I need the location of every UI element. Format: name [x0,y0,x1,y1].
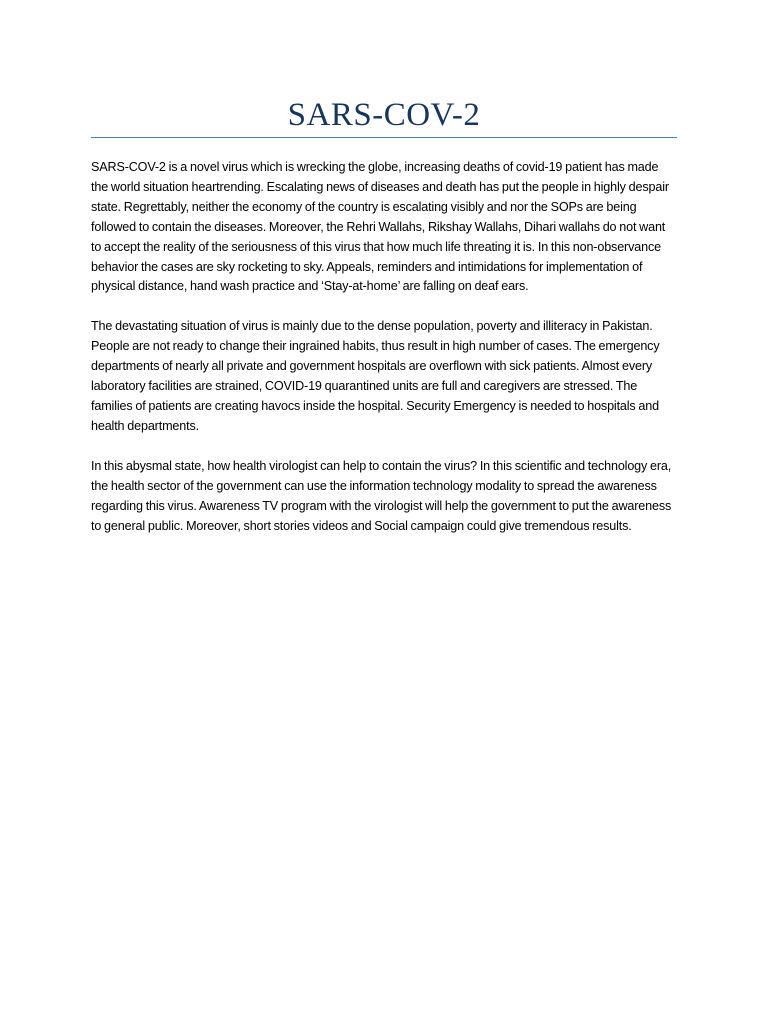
paragraph-2: The devastating situation of virus is mainly due to the dense population, poverty and illiteracy in Pakistan. People are not ready to change their ingrained habits, thus result in high number of cases. The emergency departments of nearly all private and government hospitals are overflown with sick patients. Almost every laboratory facilities are strained, COVID-19 quarantined units are full and caregivers are stressed. The families of patients are creating havocs inside the hospital. Security Emergency is needed to hospitals and health departments. [91,319,660,433]
title-divider [91,137,677,138]
document-title: SARS-COV-2 [287,97,481,133]
paragraph-1: SARS-COV-2 is a novel virus which is wrecking the globe, increasing deaths of covid-19 patient has made the world situation heartrending. Escalating news of diseases and death has put the people in highly despair state. Regrettably, neither the economy of the country is escalating visibly and nor the SOPs are being followed to contain the diseases. Moreover, the Rehri Wallahs, Rikshay Wallahs, Dihari wallahs do not want to accept the reality of the seriousness of this virus that how much life threating it is. In this non-observance behavior the cases are sky rocketing to sky. Appeals, reminders and intimidations for implementation of physical distance, hand wash practice and ‘Stay-at-home’ are falling on deaf ears. [91,160,669,294]
paragraph-3: In this abysmal state, how health virologist can help to contain the virus? In this scientific and technology era, the health sector of the government can use the information technology modality to spread the awareness regarding this virus. Awareness TV program with the virologist will help the government to put the awareness to general public. Moreover, short stories videos and Social campaign could give tremendous results. [91,458,672,533]
document-body [91,158,677,536]
